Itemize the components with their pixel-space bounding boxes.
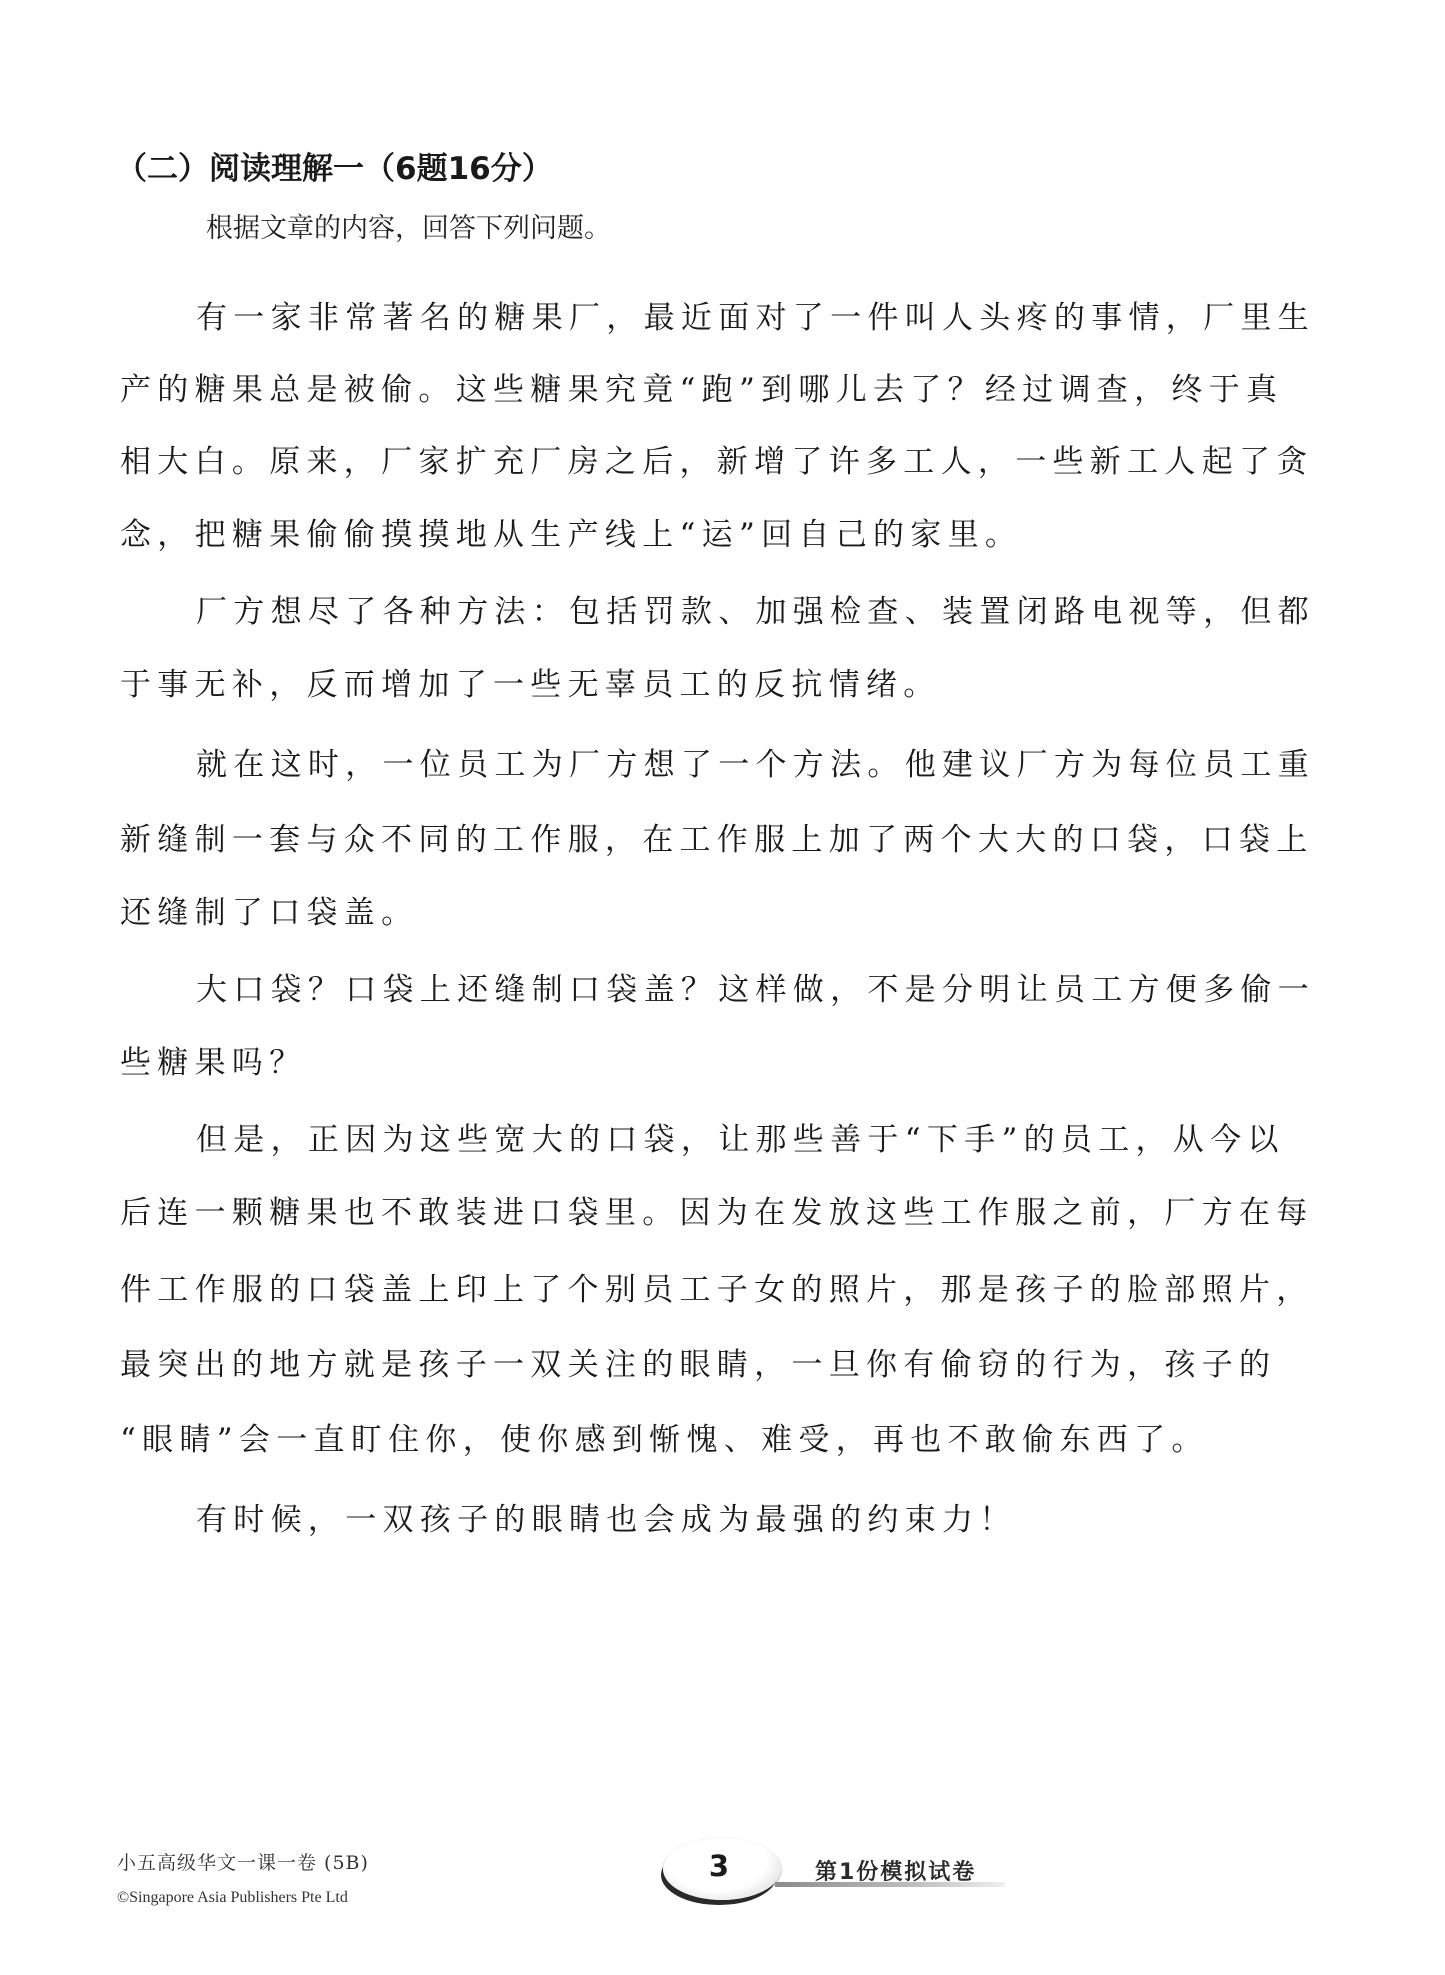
passage-line: 于事无补，反而增加了一些无辜员工的反抗情绪。 <box>120 667 941 703</box>
page-number: 3 <box>708 1849 730 1883</box>
passage-line: 大口袋？口袋上还缝制口袋盖？这样做，不是分明让员工方便多偷一 <box>196 972 1315 1008</box>
passage-line: 产的糖果总是被偷。这些糖果究竟“跑”到哪儿去了？经过调查，终于真 <box>120 372 1284 408</box>
passage-line: 念，把糖果偷偷摸摸地从生产线上“运”回自己的家里。 <box>120 517 1023 553</box>
passage-line: 有时候，一双孩子的眼睛也会成为最强的约束力！ <box>196 1502 1017 1538</box>
copyright-notice: ©Singapore Asia Publishers Pte Ltd <box>117 1889 348 1906</box>
footer-publisher <box>117 1851 369 1909</box>
passage-line: 有一家非常著名的糖果厂，最近面对了一件叫人头疼的事情，厂里生 <box>196 300 1315 336</box>
passage-line: 相大白。原来，厂家扩充厂房之后，新增了许多工人，一些新工人起了贪 <box>120 444 1314 480</box>
section-instruction: 根据文章的内容，回答下列问题。 <box>206 213 611 244</box>
passage-line: 但是，正因为这些宽大的口袋，让那些善于“下手”的员工，从今以 <box>196 1122 1285 1158</box>
passage-line: 些糖果吗？ <box>120 1045 307 1081</box>
page-number-badge <box>663 1838 781 1900</box>
passage-line: 最突出的地方就是孩子一双关注的眼睛，一旦你有偷窃的行为，孩子的 <box>120 1347 1277 1383</box>
passage-line: “眼睛”会一直盯住你，使你感到惭愧、难受，再也不敢偷东西了。 <box>120 1422 1209 1458</box>
passage-line: 就在这时，一位员工为厂方想了一个方法。他建议厂方为每位员工重 <box>196 747 1315 783</box>
paper-label: 第1份模拟试卷 <box>815 1860 977 1885</box>
passage-line: 还缝制了口袋盖。 <box>120 895 419 931</box>
book-title: 小五高级华文一课一卷 (5B) <box>117 1852 369 1874</box>
passage-line: 厂方想尽了各种方法：包括罚款、加强检查、装置闭路电视等，但都 <box>196 594 1315 630</box>
section-title: （二）阅读理解一（6题16分） <box>116 151 553 187</box>
passage-line: 件工作服的口袋盖上印上了个别员工子女的照片，那是孩子的脸部照片， <box>120 1272 1314 1308</box>
passage-line: 后连一颗糖果也不敢装进口袋里。因为在发放这些工作服之前，厂方在每 <box>120 1195 1314 1231</box>
passage-line: 新缝制一套与众不同的工作服，在工作服上加了两个大大的口袋，口袋上 <box>120 822 1314 858</box>
